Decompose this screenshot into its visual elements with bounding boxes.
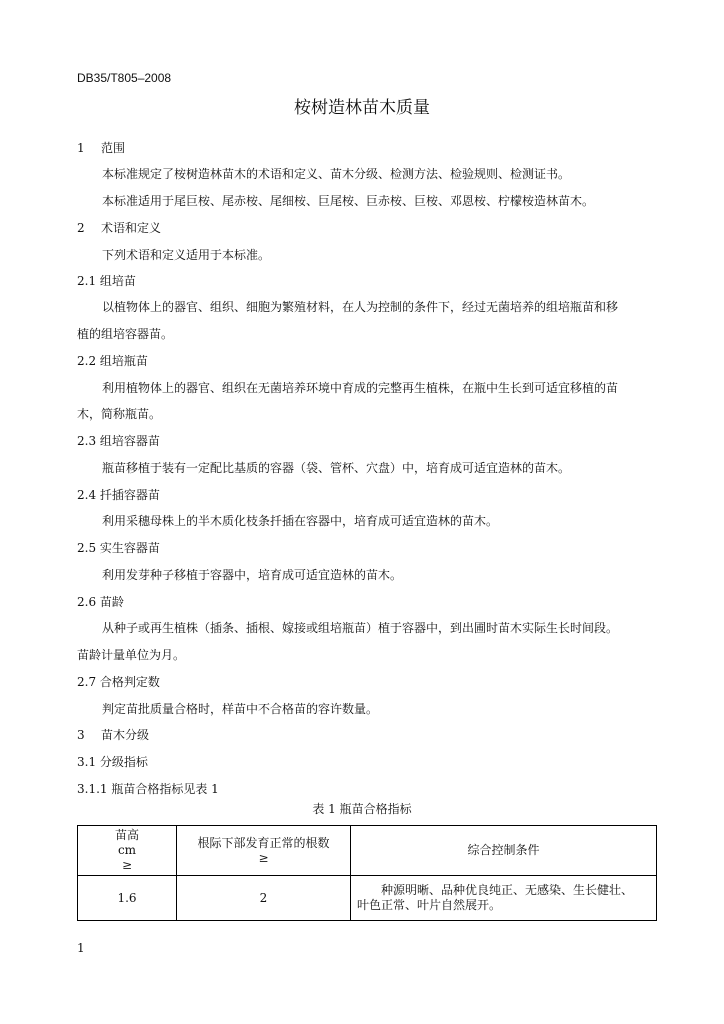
header-root-count: [177, 826, 351, 876]
section-number: 1: [77, 141, 85, 155]
section-3-heading: [77, 727, 149, 743]
header-text: 苗高: [114, 828, 139, 842]
paragraph-continuation: 苗龄计量单位为月。: [77, 648, 186, 662]
header-unit: cm: [117, 843, 137, 857]
subsection-heading: 2.1 组培苗: [77, 274, 136, 288]
section-title: 术语和定义: [101, 221, 162, 235]
section-number: 3: [77, 728, 85, 742]
header-text: 根际下部发育正常的根数: [197, 835, 330, 850]
subsection-heading: 3.1 分级指标: [77, 755, 148, 769]
table-caption: 表 1 瓶苗合格指标: [312, 802, 412, 816]
grading-table: [77, 825, 657, 921]
header-seedling-height: [78, 826, 177, 876]
paragraph-continuation: 植的组培容器苗。: [77, 327, 174, 341]
header-conditions: 综合控制条件: [351, 826, 657, 876]
section-2-heading: [77, 220, 161, 236]
cell-conditions: [351, 876, 657, 921]
subsection-heading: 2.2 组培瓶苗: [77, 354, 148, 368]
subsection-heading: 2.4 扦插容器苗: [77, 488, 160, 502]
paragraph-continuation: 木，简称瓶苗。: [77, 407, 162, 421]
paragraph: 从种子或再生植株（插条、插根、嫁接或组培瓶苗）植于容器中，到出圃时苗木实际生长时间段。: [102, 621, 619, 635]
subsection-heading: 2.6 苗龄: [77, 595, 124, 609]
table-header-row: [78, 826, 657, 876]
subsection-heading: 2.7 合格判定数: [77, 675, 160, 689]
paragraph: 瓶苗移植于装有一定配比基质的容器（袋、管杯、穴盘）中，培育成可适宜造林的苗木。: [102, 461, 571, 475]
paragraph: 利用植物体上的器官、组织在无菌培养环境中育成的完整再生植株，在瓶中生长到可适宜移植的苗: [102, 381, 619, 395]
subsection-heading: 2.3 组培容器苗: [77, 434, 160, 448]
paragraph: 下列术语和定义适用于本标准。: [102, 248, 271, 262]
section-title: 范围: [101, 141, 126, 155]
standard-number: DB35/T805–2008: [77, 71, 172, 85]
cell-height: 1.6: [78, 876, 177, 921]
subsection-heading: 2.5 实生容器苗: [77, 541, 160, 555]
table-row: [78, 876, 657, 921]
paragraph: 判定苗批质量合格时，样苗中不合格苗的容许数量。: [102, 702, 379, 716]
page-number: 1: [77, 941, 85, 955]
paragraph: 以植物体上的器官、组织、细胞为繁殖材料，在人为控制的条件下，经过无菌培养的组培瓶苗和移: [102, 300, 619, 314]
document-title: 桉树造林苗木质量: [294, 98, 430, 118]
header-symbol: ≥: [258, 850, 269, 865]
section-number: 2: [77, 221, 85, 235]
cell-text: 叶色正常、叶片自然展开。: [357, 898, 502, 912]
cell-text: 种源明晰、品种优良纯正、无感染、生长健壮、: [381, 883, 634, 897]
section-title: 苗木分级: [101, 728, 150, 742]
header-symbol: ≥: [121, 858, 133, 872]
paragraph: 利用发芽种子移植于容器中，培育成可适宜造林的苗木。: [102, 568, 403, 582]
paragraph: 本标准适用于尾巨桉、尾赤桉、尾细桉、巨尾桉、巨赤桉、巨桉、邓恩桉、柠檬桉造林苗木。: [102, 194, 595, 208]
paragraph: 本标准规定了桉树造林苗木的术语和定义、苗木分级、检测方法、检验规则、检测证书。: [102, 167, 571, 181]
section-1-heading: [77, 140, 125, 156]
cell-roots: 2: [177, 876, 351, 921]
paragraph: 利用采穗母株上的半木质化枝条扦插在容器中，培育成可适宜造林的苗木。: [102, 514, 499, 528]
subsubsection-heading: 3.1.1 瓶苗合格指标见表 1: [77, 782, 219, 796]
